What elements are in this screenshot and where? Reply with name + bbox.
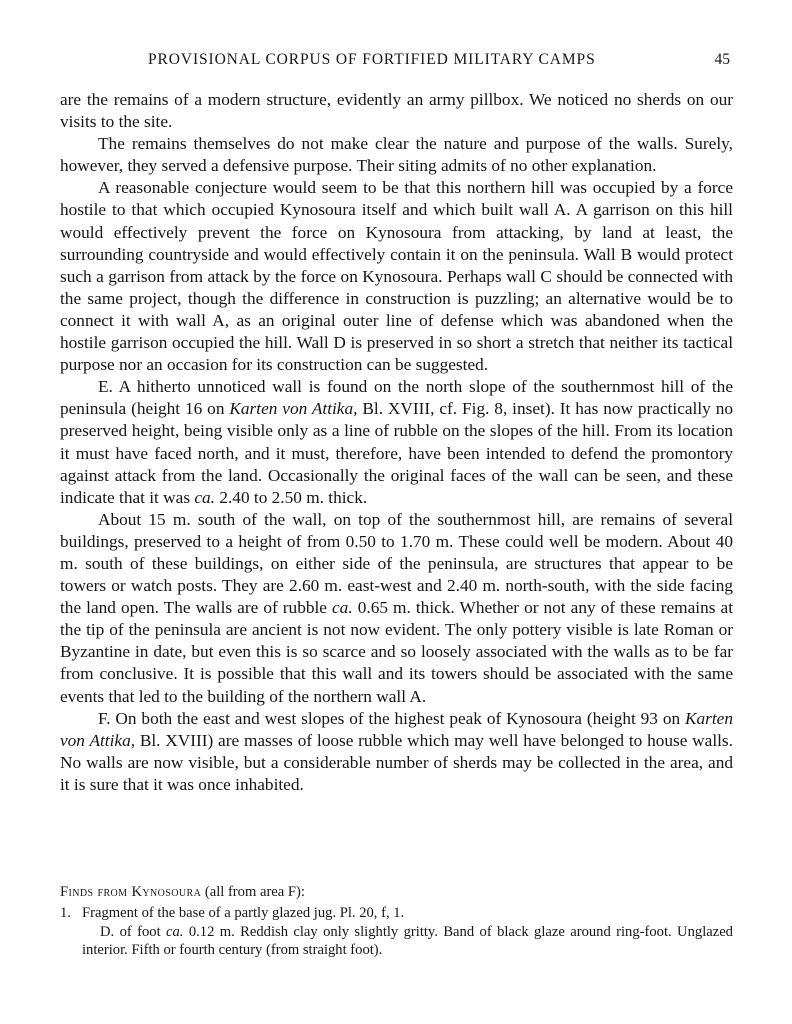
paragraph-continuation: are the remains of a modern structure, evidently an army pillbox. We noticed no sherds on our visits to the site. bbox=[60, 90, 733, 132]
paragraph-area-f bbox=[60, 708, 733, 796]
text-run: Bl. XVIII) are masses of loose rubble which may well have belonged to house walls. No walls are now visible, but a considerable number of sherds may be collected in the area, and it is sure that it was once inhabited. bbox=[60, 730, 733, 794]
running-header bbox=[60, 51, 733, 73]
finds-heading-smallcaps: Finds from Kynosoura bbox=[60, 884, 202, 900]
paragraph-wall-e bbox=[60, 376, 733, 509]
page-number: 45 bbox=[714, 51, 730, 68]
finds-item bbox=[60, 904, 733, 959]
text-run: Bl. XVIII, cf. Fig. 8, inset). It has now practically no preserved height, being visible only as a line of rubble on the slopes of the hill. From its location it must have faced north, and it must, therefore, have been intended to defend the promontory against attack from the land. Occasionally the original faces of the wall can be seen, and these indicate that it was bbox=[60, 399, 733, 507]
text-run: D. of foot bbox=[100, 923, 167, 940]
text-run: 0.12 m. Reddish clay only slightly gritty. Band of black glaze around ring-foot. Unglazed interior. Fifth or fourth century (from straight foot). bbox=[82, 923, 733, 959]
italic-text: Karten von Attika, bbox=[229, 399, 358, 419]
finds-section bbox=[60, 883, 733, 960]
body-text bbox=[60, 89, 733, 796]
text-run: 2.40 to 2.50 m. thick. bbox=[215, 487, 368, 507]
running-title: PROVISIONAL CORPUS OF FORTIFIED MILITARY CAMPS bbox=[148, 51, 596, 68]
text-run: 0.65 m. thick. Whether or not any of these remains at the tip of the peninsula are ancient is not now evident. The only pottery visible is late Roman or Byzantine in date, but even this is so scarce and so loosely associated with the walls as to be far from conclusive. It is possible that this wall and its towers should be associated with the same events that led to the building of the northern wall A. bbox=[60, 598, 733, 706]
italic-text: ca. bbox=[194, 487, 216, 507]
text-run: About 15 m. south of the wall, on top of the southernmost hill, are remains of several buildings, preserved to a height of from 0.50 to 1.70 m. These could well be modern. About 40 m. south of these buildings, on either side of the peninsula, are structures that appear to be towers or watch posts. They are 2.60 m. east-west and 2.40 m. north-south, with the side facing the land open. The walls are of rubble bbox=[60, 509, 733, 618]
paragraph-remains-purpose: The remains themselves do not make clear the nature and purpose of the walls. Surely, however, they served a defensive purpose. Their siting admits of no other explanation. bbox=[60, 134, 733, 176]
finds-item-number: 1. bbox=[60, 905, 71, 922]
italic-text: ca. bbox=[332, 598, 353, 618]
paragraph-south-buildings bbox=[60, 509, 733, 708]
finds-item-description bbox=[82, 923, 733, 960]
paragraph-conjecture: A reasonable conjecture would seem to be that this northern hill was occupied by a force hostile to that which occupied Kynosoura itself and which built wall A. A garrison on this hill would effectively prevent the force on Kynosoura from attacking, by land at least, the surrounding countryside and would effectively contain it on the peninsula. Wall B would protect such a garrison from attack by the force on Kynosoura. Perhaps wall C should be connected with the same project, though the difference in construction is puzzling; an alternative would be to connect it with wall A, as an original outer line of defense which was abandoned when the hostile garrison occupied the hill. Wall D is preserved in so short a stretch that neither its tactical purpose nor an occasion for its construction can be suggested. bbox=[60, 178, 733, 375]
finds-item-body bbox=[82, 904, 733, 959]
italic-text: ca. bbox=[166, 923, 184, 940]
finds-heading-rest: (all from area F): bbox=[201, 884, 305, 900]
italic-text: Karten von Attika, bbox=[60, 708, 733, 750]
finds-item-title: Fragment of the base of a partly glazed jug. Pl. 20, f, 1. bbox=[82, 905, 405, 922]
text-run: F. On both the east and west slopes of the highest peak of Kynosoura (height 93 on bbox=[98, 708, 685, 728]
finds-heading bbox=[60, 883, 733, 901]
text-run: E. A hitherto unnoticed wall is found on the north slope of the southernmost hill of the peninsula (height 16 on bbox=[60, 377, 733, 419]
